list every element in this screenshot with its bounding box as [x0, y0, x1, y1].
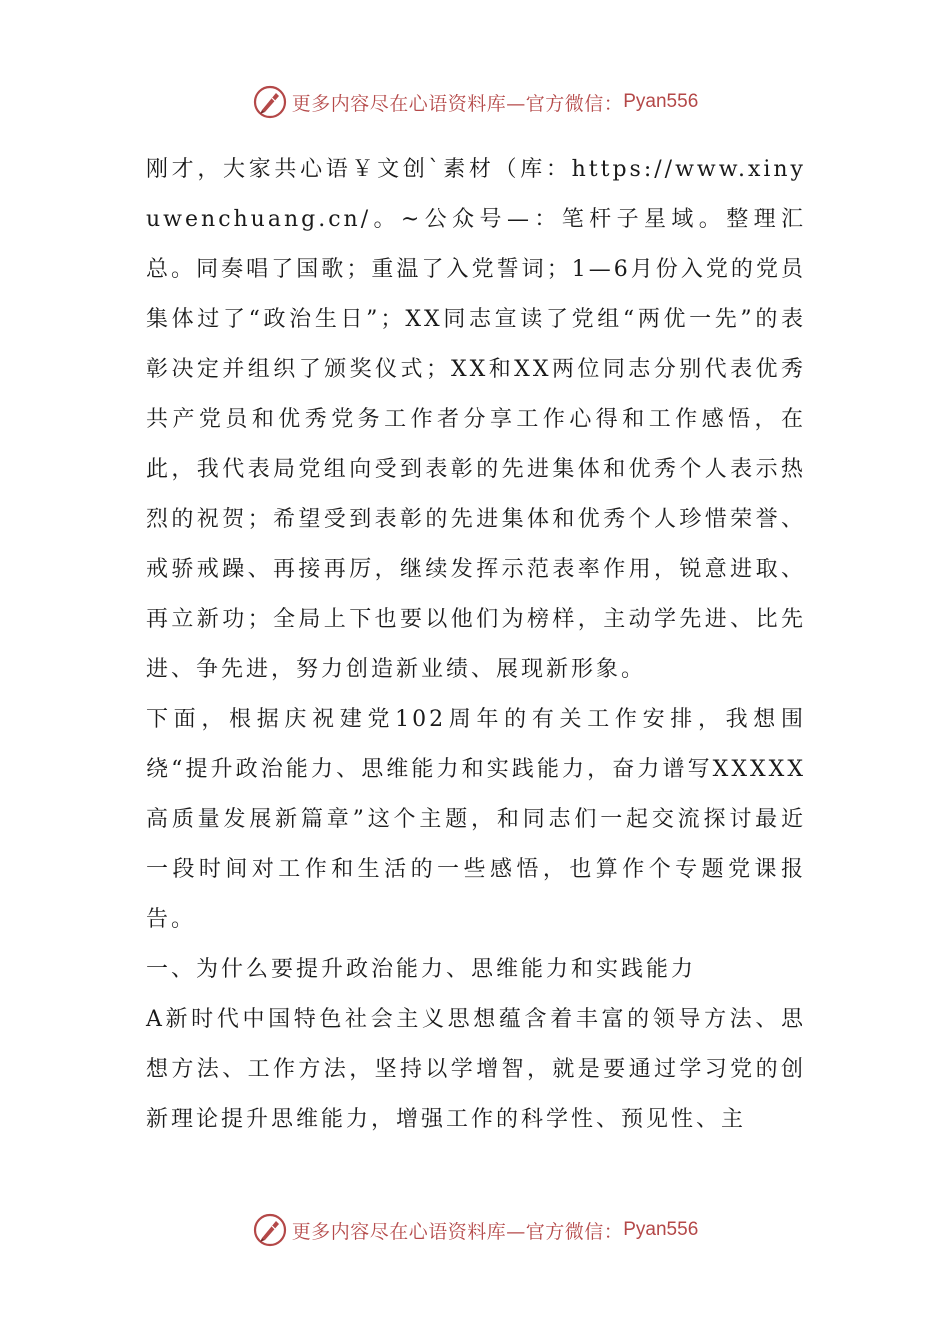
- header-watermark-banner: [0, 80, 950, 124]
- paragraph-intro: 刚才，大家共心语￥文创`素材（库：https://www.xinyuwenchuang.cn/。~公众号—：笔杆子星域。整理汇总。同奏唱了国歌；重温了入党誓词；1—6月份入党的党员集体过了“政治生日”；XX同志宣读了党组“两优一先”的表彰决定并组织了颁奖仪式；XX和XX两位同志分别代表优秀共产党员和优秀党务工作者分享工作心得和工作感悟，在此，我代表局党组向受到表彰的先进集体和优秀个人表示热烈的祝贺；希望受到表彰的先进集体和优秀个人珍惜荣誉、戒骄戒躁、再接再厉，继续发挥示范表率作用，锐意进取、再立新功；全局上下也要以他们为榜样，主动学先进、比先进、争先进，努力创造新业绩、展现新形象。: [146, 157, 806, 682]
- footer-banner-text: 更多内容尽在心语资料库—官方微信：: [291, 1220, 624, 1243]
- document-body: [146, 145, 806, 1145]
- header-banner-text: 更多内容尽在心语资料库—官方微信：: [291, 92, 624, 115]
- paragraph-topic: 下面，根据庆祝建党102周年的有关工作安排，我想围绕“提升政治能力、思维能力和实践能力，奋力谱写XXXXX高质量发展新篇章”这个主题，和同志们一起交流探讨最近一段时间对工作和生活的一些感悟，也算作个专题党课报告。: [146, 707, 806, 932]
- footer-watermark-banner: [0, 1208, 950, 1252]
- paragraph-section-1: A新时代中国特色社会主义思想蕴含着丰富的领导方法、思想方法、工作方法，坚持以学增智，就是要通过学习党的创新理论提升思维能力，增强工作的科学性、预见性、主: [146, 1007, 806, 1132]
- section-heading-1: 一、为什么要提升政治能力、思维能力和实践能力: [146, 957, 697, 982]
- quill-logo-icon: [252, 1212, 288, 1248]
- footer-banner-contact: Pyan556: [623, 1219, 699, 1240]
- quill-logo-icon: [252, 84, 288, 120]
- header-banner-contact: Pyan556: [623, 91, 699, 112]
